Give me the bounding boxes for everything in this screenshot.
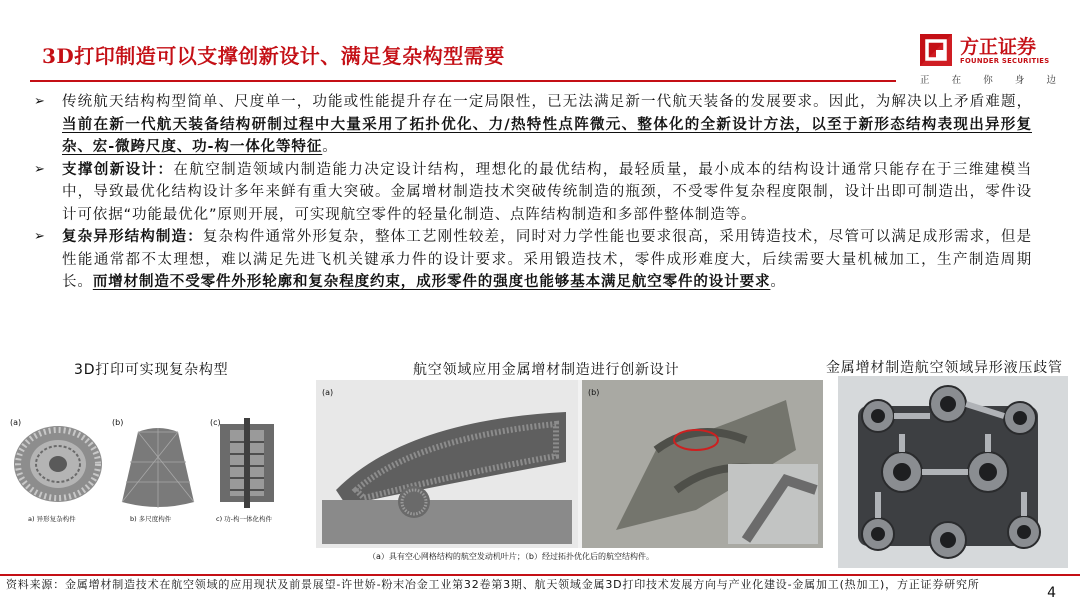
sub-caption: b) 多尺度构件 [130,515,172,523]
bullet-heading: 支撑创新设计： [62,161,174,178]
sub-caption: c) 功-构一体化构件 [216,515,273,523]
bullet-text: 。 [770,274,786,290]
panel-label: (a) [322,388,334,397]
bullet-emphasis: 当前在新一代航天装备结构研制过程中大量采用了拓扑优化、力/热特性点阵微元、整体化的全新设计方法，以至于新形态结构表现出异形复杂、宏-微跨尺度、功-构一体化等特征 [62,116,1032,155]
panel-label: (c) [210,418,221,427]
bullet-item [32,91,1032,159]
figure-caption: 航空领域应用金属增材制造进行创新设计 [413,362,680,378]
panel-label: (b) [588,388,600,397]
figure-caption: 3D打印可实现复杂构型 [74,362,229,378]
title-divider [30,80,896,82]
slogan-char: 正 [920,75,930,86]
logo-slogan [920,72,1056,86]
arrow-bullet-icon: ➢ [34,229,46,244]
arrow-bullet-icon: ➢ [34,161,46,177]
bullet-text: 。 [322,139,338,155]
logo-subtitle: FOUNDER SECURITIES [960,57,1050,65]
source-note: 资料来源：金属增材制造技术在航空领域的应用现状及前景展望-许世娇-粉末冶金工业第32卷第3期、航天领域金属3D打印技术发展方向与产业化建设-金属加工(热加工)，方正证券研究所 [6,578,980,591]
aviation-design-image [316,380,823,566]
slogan-char: 边 [1046,75,1056,86]
slogan-char: 在 [951,75,962,86]
footer-divider [0,574,1080,576]
bullet-text: 复杂构件通常外形复杂，整体工艺刚性较差，同时对力学性能也要求很高，采用铸造技术，尽管可以满足成形需求，但是性能通常都不太理想，难以满足先进飞机关键承力件的设计要求。采用锻造技术，零件成形难度大，后续需要大量机械加工，生产制造周期长。 [62,229,1032,290]
bullet-emphasis: 而增材制造不受零件外形轮廓和复杂程度约束，成形零件的强度也能够基本满足航空零件的设计要求 [92,274,771,290]
bullet-item [32,159,1032,227]
brand-logo [918,30,1058,88]
founder-logo-icon [918,32,954,68]
bullet-text: 传统航天结构构型简单、尺度单一，功能或性能提升存在一定局限性，已无法满足新一代航天装备的发展要求。因此，为解决以上矛盾难题， [62,94,1032,110]
hydraulic-manifold-figure [838,376,1068,568]
arrow-bullet-icon: ➢ [34,94,46,109]
logo-name: 方正证券 [960,36,1037,58]
panel-label: (a) [10,418,22,427]
bullet-list [32,91,1032,294]
sub-caption: a) 异形复杂构件 [28,515,76,523]
panel-label: (b) [112,418,124,427]
complex-structure-figure [8,402,296,527]
figure-note: （a）具有空心网格结构的航空发动机叶片；（b）经过拓扑优化后的航空结构件。 [368,552,654,561]
bullet-heading: 复杂异形结构制造： [62,229,203,245]
bullet-item [32,226,1032,294]
hydraulic-manifold-image [838,376,1068,568]
bullet-text: 在航空制造领域内制造能力决定设计结构，理想化的最优结构，最轻质量，最小成本的结构设计通常只能存在于三维建模当中，导致最优化结构设计多年来鲜有重大突破。金属增材制造技术突破传统制造的瓶颈，不受零件复杂程度限制，设计出即可制造出，零件设计可依据“功能最优化”原则开展，可实现航空零件的轻量化制造、点阵结构制造和多部件整体制造等。 [62,161,1032,223]
page-number: 4 [1047,585,1056,601]
aviation-design-figure [316,380,823,566]
page-title: 3D打印制造可以支撑创新设计、满足复杂构型需要 [42,44,505,68]
complex-structure-image [8,402,296,527]
figure-caption: 金属增材制造航空领域异形液压歧管 [826,360,1063,376]
slogan-char: 你 [983,75,993,86]
slogan-char: 身 [1014,75,1025,86]
